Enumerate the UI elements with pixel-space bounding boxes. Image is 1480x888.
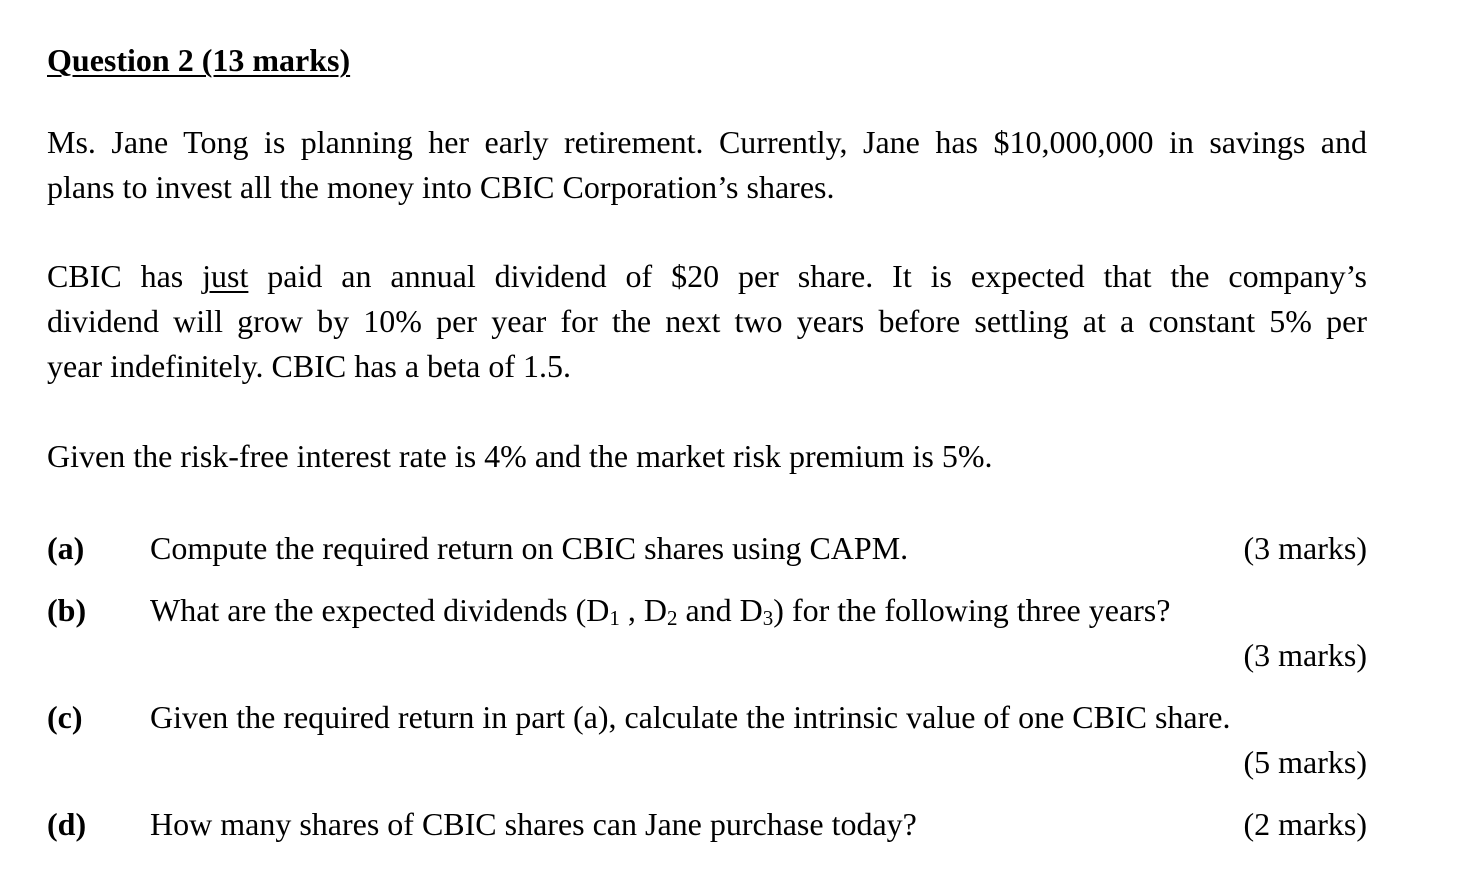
question-d-text: How many shares of CBIC shares can Jane purchase today?: [150, 806, 917, 842]
subscript-1: 1: [609, 606, 620, 630]
intro-line-1: Ms. Jane Tong is planning her early retirement. Currently, Jane has $10,000,000 in savings and: [47, 124, 1367, 160]
question-b-sep-2: and D: [677, 592, 763, 628]
subscript-3: 3: [762, 606, 774, 630]
question-a-label: (a): [47, 530, 85, 566]
question-title: Question 2 (13 marks): [47, 42, 351, 78]
given-paragraph: [47, 434, 1367, 479]
question-a-text: Compute the required return on CBIC shares using CAPM.: [150, 530, 909, 566]
question-c-text: Given the required return in part (a), calculate the intrinsic value of one CBIC share.: [150, 699, 1231, 735]
intro-line-2: plans to invest all the money into CBIC Corporation’s shares.: [47, 169, 835, 205]
dividend-line-1-post: paid an annual dividend of $20 per share. It is expected that the company’s: [248, 258, 1367, 294]
subscript-2: 2: [666, 606, 678, 630]
dividend-paragraph: [47, 254, 1367, 389]
just-underlined: just: [202, 258, 249, 294]
question-b-text: [150, 590, 1170, 630]
question-b-text-post: ) for the following three years?: [773, 592, 1171, 628]
dividend-line-2: dividend will grow by 10% per year for the next two years before settling at a constant 5% per: [47, 303, 1367, 339]
given-line: Given the risk-free interest rate is 4% and the market risk premium is 5%.: [47, 438, 993, 474]
question-b-label: (b): [47, 592, 87, 628]
dividend-line-3: year indefinitely. CBIC has a beta of 1.5.: [47, 348, 571, 384]
dividend-line-1-pre: CBIC has: [47, 258, 203, 294]
question-b-text-pre: What are the expected dividends (D: [150, 592, 610, 628]
question-a-marks: (3 marks): [1243, 530, 1367, 566]
question-b-marks: (3 marks): [1243, 637, 1367, 673]
question-c-label: (c): [47, 699, 83, 735]
question-d-marks: (2 marks): [1243, 806, 1367, 842]
dividend-line-1: [47, 254, 1367, 299]
intro-paragraph: [47, 120, 1367, 210]
question-c-marks: (5 marks): [1243, 744, 1367, 780]
question-d-label: (d): [47, 806, 87, 842]
question-b-sep-1: , D: [619, 592, 667, 628]
